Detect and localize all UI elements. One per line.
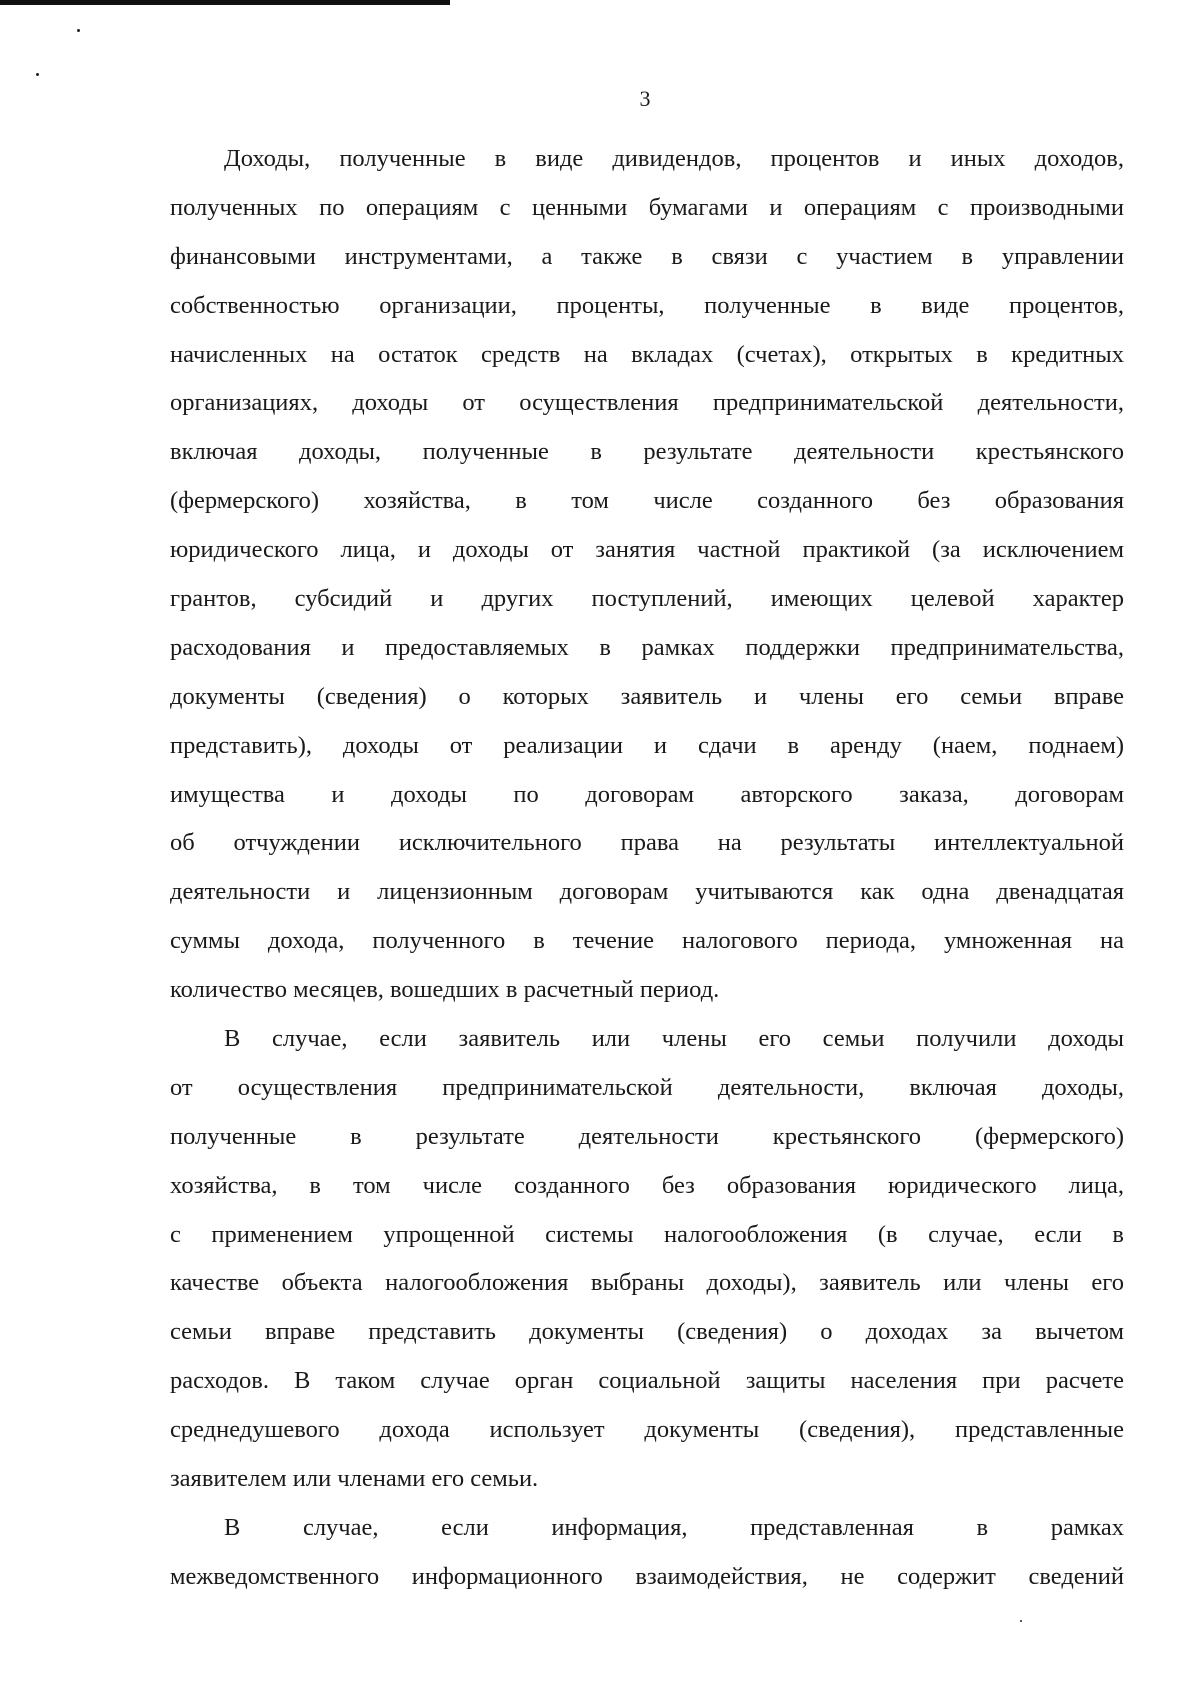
text-line: хозяйства, в том числе созданного без образования юридического лица, (170, 1171, 1124, 1199)
text-line: полученных по операциям с ценными бумагами и операциям с производными (170, 193, 1124, 221)
text-line: организациях, доходы от осуществления предпринимательской деятельности, (170, 389, 1124, 417)
text-line: об отчуждении исключительного права на результаты интеллектуальной (170, 829, 1124, 857)
scan-speck (1020, 1620, 1022, 1622)
paragraph-income-accounting (170, 135, 1124, 1015)
paragraph-interagency-info (170, 1504, 1124, 1602)
scan-speck (36, 73, 39, 76)
text-line: (фермерского) хозяйства, в том числе созданного без образования (170, 487, 1124, 515)
scan-edge-bar (0, 0, 450, 5)
text-line: В случае, если информация, представленная в рамках (224, 1513, 1124, 1541)
text-line: межведомственного информационного взаимодействия, не содержит сведений (170, 1562, 1124, 1590)
text-line: Доходы, полученные в виде дивидендов, процентов и иных доходов, (224, 145, 1124, 172)
text-line: представить), доходы от реализации и сдачи в аренду (наем, поднаем) (170, 731, 1124, 759)
text-line: В случае, если заявитель или члены его семьи получили доходы (224, 1025, 1124, 1053)
text-line: собственностью организации, проценты, полученные в виде процентов, (170, 291, 1124, 319)
text-line: с применением упрощенной системы налогообложения (в случае, если в (170, 1220, 1124, 1248)
text-line: заявителем или членами его семьи. (170, 1465, 539, 1493)
text-line: финансовыми инструментами, а также в связи с участием в управлении (170, 242, 1124, 270)
text-line: юридического лица, и доходы от занятия частной практикой (за исключением (170, 536, 1124, 564)
text-line: деятельности и лицензионным договорам учитываются как одна двенадцатая (170, 878, 1124, 906)
text-line: расходов. В таком случае орган социальной защиты населения при расчете (170, 1367, 1124, 1395)
text-line: имущества и доходы по договорам авторского заказа, договорам (170, 780, 1124, 808)
text-line: семьи вправе представить документы (сведения) о доходах за вычетом (170, 1318, 1124, 1346)
text-line: количество месяцев, вошедших в расчетный период. (170, 976, 720, 1004)
document-body (170, 135, 1124, 1602)
text-line: полученные в результате деятельности крестьянского (фермерского) (170, 1122, 1124, 1150)
text-line: грантов, субсидий и других поступлений, имеющих целевой характер (170, 585, 1124, 613)
text-line: от осуществления предпринимательской деятельности, включая доходы, (170, 1073, 1124, 1101)
page-number: 3 (639, 86, 651, 111)
paragraph-entrepreneur-income (170, 1015, 1124, 1504)
text-line: начисленных на остаток средств на вкладах (счетах), открытых в кредитных (170, 340, 1124, 368)
scan-speck (77, 29, 80, 32)
text-line: среднедушевого дохода использует документы (сведения), представленные (170, 1416, 1124, 1444)
text-line: качестве объекта налогообложения выбраны доходы), заявитель или члены его (170, 1269, 1124, 1297)
text-line: включая доходы, полученные в результате деятельности крестьянского (170, 438, 1124, 466)
text-line: расходования и предоставляемых в рамках поддержки предпринимательства, (170, 633, 1124, 661)
text-line: документы (сведения) о которых заявитель и члены его семьи вправе (170, 682, 1124, 710)
text-line: суммы дохода, полученного в течение налогового периода, умноженная на (170, 927, 1124, 955)
